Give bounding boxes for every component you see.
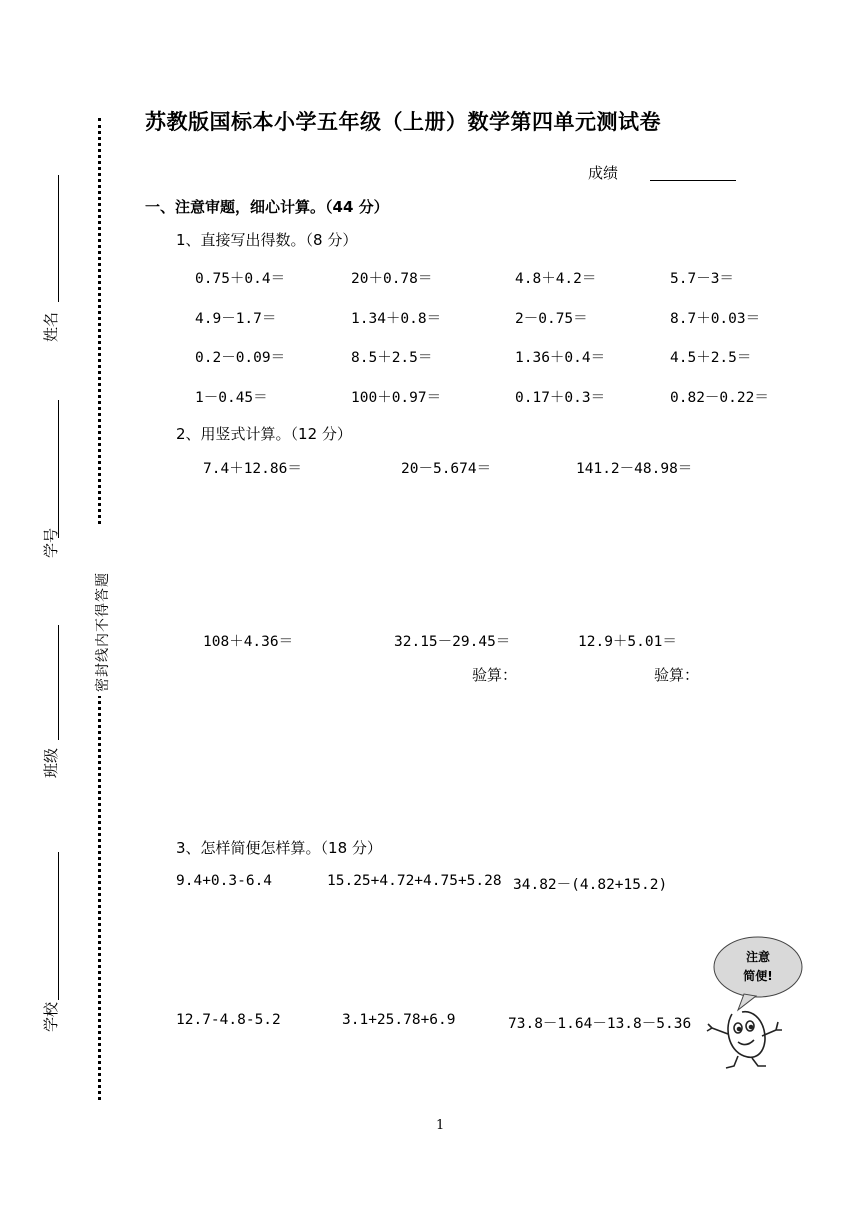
q2-item: 20－5.674＝ [401, 461, 492, 477]
q3-heading: 3、怎样简便怎样算。（18 分） [176, 839, 382, 857]
student-no-label: 学号 [42, 527, 60, 558]
class-field-line[interactable] [58, 625, 59, 740]
page-number: 1 [436, 1118, 445, 1133]
check-label: 验算： [654, 666, 700, 684]
q2-heading: 2、用竖式计算。（12 分） [176, 425, 352, 443]
q2-item: 7.4＋12.86＝ [203, 461, 302, 477]
q1-item: 20＋0.78＝ [351, 271, 433, 287]
q2-item: 108＋4.36＝ [203, 634, 294, 650]
mascot-character-icon [707, 1012, 782, 1068]
q3-item: 9.4+0.3-6.4 [176, 873, 273, 889]
name-label: 姓名 [42, 311, 60, 342]
q1-item: 8.7＋0.03＝ [670, 311, 761, 327]
q3-item: 73.8－1.64－13.8－5.36 [508, 1016, 692, 1032]
q1-item: 1－0.45＝ [195, 390, 268, 406]
q1-heading: 1、直接写出得数。（8 分） [176, 231, 358, 249]
q1-item: 5.7－3＝ [670, 271, 734, 287]
school-label: 学校 [42, 1001, 60, 1032]
q2-item: 141.2－48.98＝ [576, 461, 693, 477]
mascot-illustration [704, 932, 812, 1072]
seal-note: 密封线内不得答题 [95, 572, 111, 692]
q1-item: 8.5＋2.5＝ [351, 350, 433, 366]
student-no-field-line[interactable] [58, 400, 59, 538]
q1-item: 0.2－0.09＝ [195, 350, 286, 366]
bubble-line-2: 简便! [743, 969, 773, 983]
q1-item: 0.17＋0.3＝ [515, 390, 606, 406]
name-field-line[interactable] [58, 175, 59, 302]
q1-item: 0.75＋0.4＝ [195, 271, 286, 287]
q3-item: 3.1+25.78+6.9 [342, 1012, 456, 1028]
page-title: 苏教版国标本小学五年级（上册）数学第四单元测试卷 [145, 110, 661, 134]
score-field[interactable] [650, 180, 736, 181]
q1-item: 1.36＋0.4＝ [515, 350, 606, 366]
q2-item: 32.15－29.45＝ [394, 634, 511, 650]
q1-item: 1.34＋0.8＝ [351, 311, 442, 327]
score-label: 成绩 [588, 164, 619, 182]
q1-item: 100＋0.97＝ [351, 390, 442, 406]
q1-item: 4.8＋4.2＝ [515, 271, 597, 287]
q2-item: 12.9＋5.01＝ [578, 634, 677, 650]
class-label: 班级 [42, 747, 60, 778]
q3-item: 15.25+4.72+4.75+5.28 [327, 873, 502, 889]
school-field-line[interactable] [58, 852, 59, 1000]
q3-item: 34.82－(4.82+15.2) [513, 877, 668, 893]
q1-item: 2－0.75＝ [515, 311, 588, 327]
q1-item: 4.9－1.7＝ [195, 311, 277, 327]
q1-item: 4.5＋2.5＝ [670, 350, 752, 366]
q1-item: 0.82－0.22＝ [670, 390, 769, 406]
check-label: 验算： [472, 666, 518, 684]
section1-heading: 一、注意审题，细心计算。（44 分） [145, 198, 389, 216]
q3-item: 12.7-4.8-5.2 [176, 1012, 281, 1028]
bubble-line-1: 注意 [745, 950, 771, 964]
